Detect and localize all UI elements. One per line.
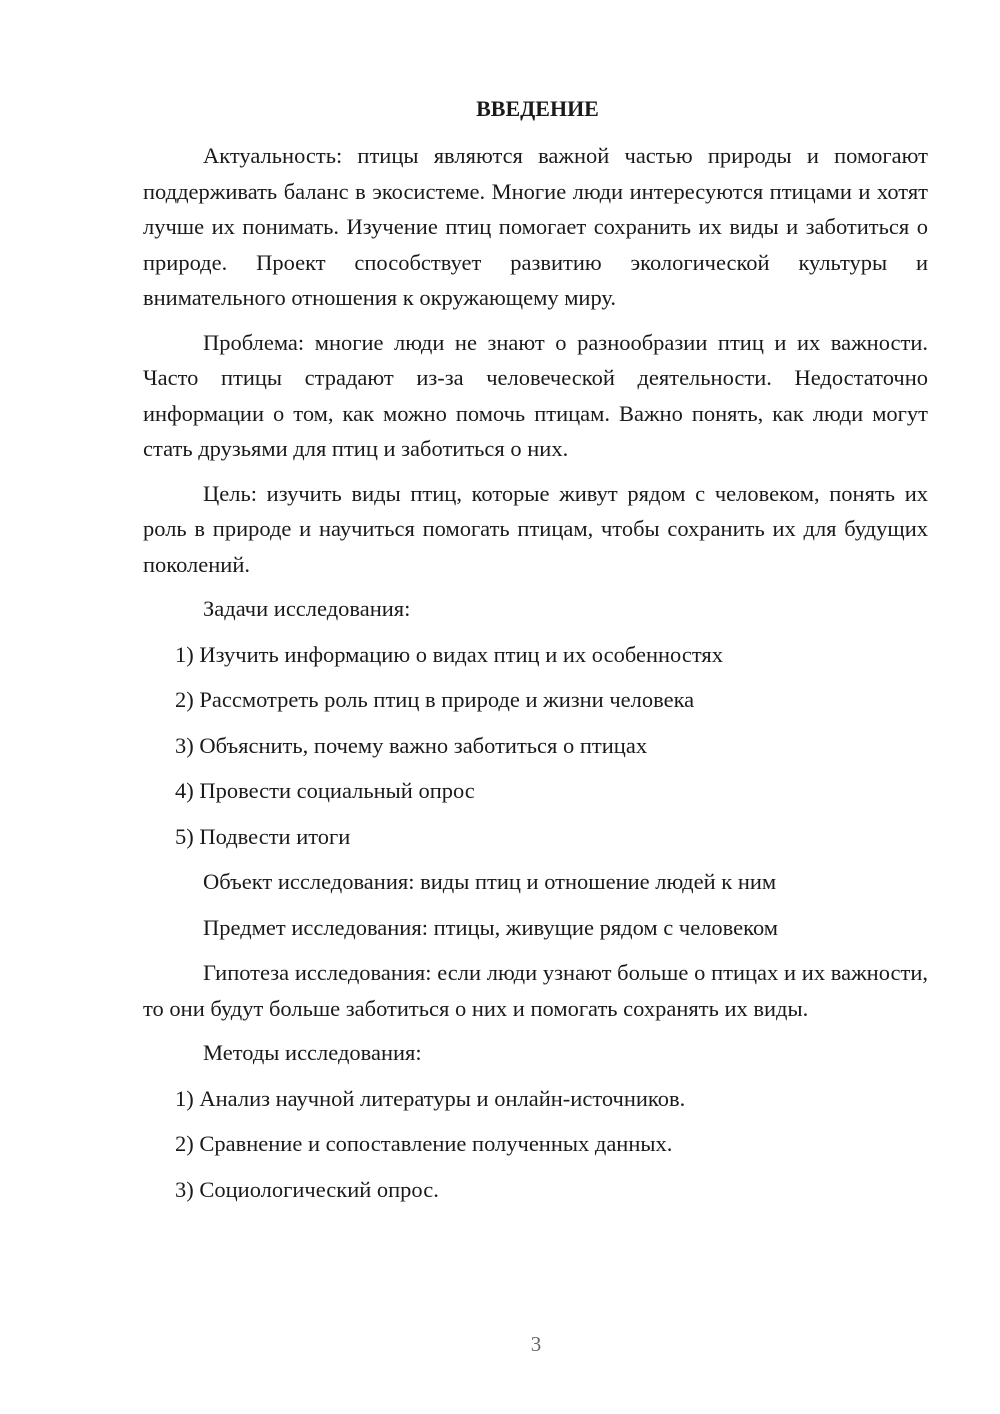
task-item: 5) Подвести итоги <box>175 823 351 849</box>
method-item: 1) Анализ научной литературы и онлайн-источников. <box>175 1085 686 1111</box>
hypothesis-paragraph: Гипотеза исследования: если люди узнают больше о птицах и их важности, то они будут больше заботиться о них и помогать сохранять их виды. <box>143 960 928 1021</box>
page-title: ВВЕДЕНИЕ <box>476 96 599 121</box>
goal-paragraph: Цель: изучить виды птиц, которые живут рядом с человеком, понять их роль в природе и научиться помогать птицам, чтобы сохранить их для будущих поколений. <box>143 480 928 577</box>
problem-paragraph: Проблема: многие люди не знают о разнообразии птиц и их важности. Часто птицы страдают из-за человеческой деятельности. Недостаточно информации о том, как можно помочь птицам. Важно понять, как люди могут стать друзьями для птиц и заботиться о них. <box>143 329 928 461</box>
task-item: 3) Объяснить, почему важно заботиться о птицах <box>175 732 648 758</box>
task-item: 1) Изучить информацию о видах птиц и их особенностях <box>175 641 723 667</box>
relevance-paragraph: Актуальность: птицы являются важной частью природы и помогают поддерживать баланс в экосистеме. Многие люди интересуются птицами и хотят лучше их понимать. Изучение птиц помогает сохранить их виды и заботиться о природе. Проект способствует развитию экологической культуры и внимательного отношения к окружающему миру. <box>143 143 928 310</box>
page-number: 3 <box>530 1332 542 1356</box>
task-item: 2) Рассмотреть роль птиц в природе и жизни человека <box>175 687 695 712</box>
research-object: Объект исследования: виды птиц и отношение людей к ним <box>203 869 777 894</box>
task-item: 4) Провести социальный опрос <box>175 778 475 803</box>
research-subject: Предмет исследования: птицы, живущие рядом с человеком <box>203 914 779 940</box>
method-item: 2) Сравнение и сопоставление полученных данных. <box>175 1131 673 1156</box>
method-item: 3) Социологический опрос. <box>175 1176 439 1202</box>
methods-heading: Методы исследования: <box>203 1040 422 1065</box>
page-content <box>143 94 928 1207</box>
tasks-heading: Задачи исследования: <box>203 596 411 621</box>
